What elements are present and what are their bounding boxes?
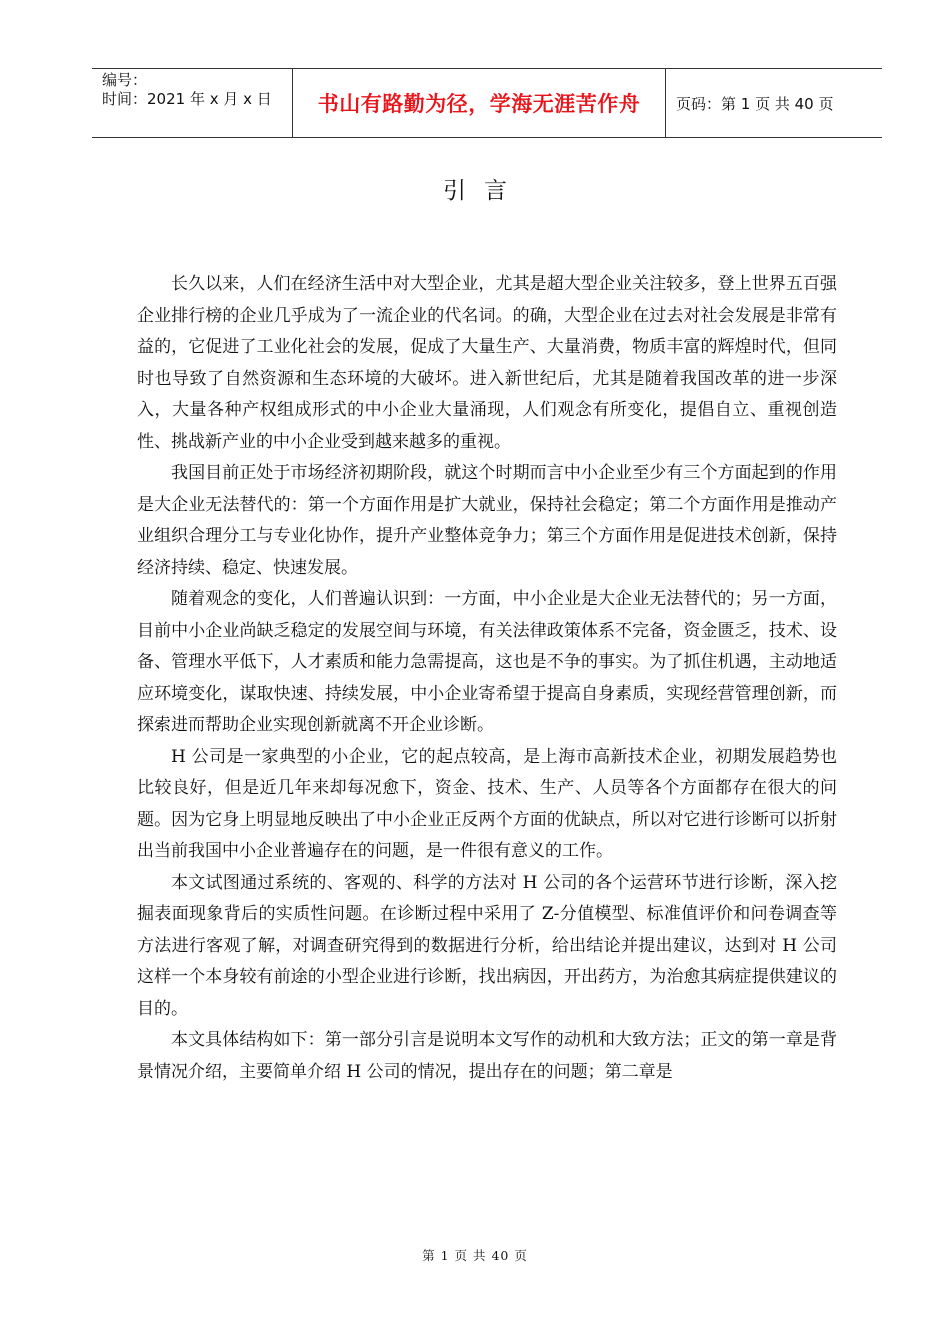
paragraph: H 公司是一家典型的小企业，它的起点较高，是上海市高新技术企业，初期发展趋势也比较良好，但是近几年来却每况愈下，资金、技术、生产、人员等各个方面都存在很大的问题。因为它身上明显地反映出了中小企业正反两个方面的优缺点，所以对它进行诊断可以折射出当前我国中小企业普遍存在的问题，是一件很有意义的工作。 bbox=[137, 746, 837, 861]
page-title: 引言 bbox=[443, 178, 525, 204]
paragraph: 长久以来，人们在经济生活中对大型企业，尤其是超大型企业关注较多，登上世界五百强企业排行榜的企业几乎成为了一流企业的代名词。的确，大型企业在过去对社会发展是非常有益的，它促进了工业化社会的发展，促成了大量生产、大量消费，物质丰富的辉煌时代，但同时也导致了自然资源和生态环境的大破坏。进入新世纪后，尤其是随着我国改革的进一步深入，大量各种产权组成形式的中小企业大量涌现，人们观念有所变化，提倡自立、重视创造性、挑战新产业的中小企业受到越来越多的重视。 bbox=[137, 274, 837, 452]
paragraph: 本文具体结构如下：第一部分引言是说明本文写作的动机和大致方法；正文的第一章是背景情况介绍，主要简单介绍 H 公司的情况，提出存在的问题；第二章是 bbox=[137, 1030, 837, 1082]
doc-number-label: 编号： bbox=[102, 71, 148, 89]
page-footer: 第 1 页 共 40 页 bbox=[422, 1248, 528, 1263]
header-page-label: 页码：第 1 页 共 40 页 bbox=[676, 94, 834, 113]
paragraph: 随着观念的变化，人们普遍认识到：一方面，中小企业是大企业无法替代的；另一方面，目前中小企业尚缺乏稳定的发展空间与环境，有关法律政策体系不完备，资金匮乏，技术、设备、管理水平低下，人才素质和能力急需提高，这也是不争的事实。为了抓住机遇，主动地适应环境变化，谋取快速、持续发展，中小企业寄希望于提高自身素质，实现经营管理创新，而探索进而帮助企业实现创新就离不开企业诊断。 bbox=[137, 589, 837, 735]
paragraph: 本文试图通过系统的、客观的、科学的方法对 H 公司的各个运营环节进行诊断，深入挖掘表面现象背后的实质性问题。在诊断过程中采用了 Z-分值模型、标准值评价和问卷调查等方法进行客观了解，对调查研究得到的数据进行分析，给出结论并提出建议，达到对 H 公司这样一个本身较有前途的小型企业进行诊断，找出病因，开出药方，为治愈其病症提供建议的目的。 bbox=[137, 872, 837, 1019]
document-header bbox=[92, 68, 882, 138]
paragraph: 我国目前正处于市场经济初期阶段，就这个时期而言中小企业至少有三个方面起到的作用是大企业无法替代的：第一个方面作用是扩大就业，保持社会稳定；第二个方面作用是推动产业组织合理分工与专业化协作，提升产业整体竞争力；第三个方面作用是促进技术创新，保持经济持续、稳定、快速发展。 bbox=[137, 463, 837, 578]
body-text bbox=[137, 269, 837, 1088]
header-meta-cell bbox=[92, 69, 293, 137]
time-label: 时间：2021 年 x 月 x 日 bbox=[102, 90, 272, 108]
header-motto: 书山有路勤为径，学海无涯苦作舟 bbox=[293, 69, 666, 137]
